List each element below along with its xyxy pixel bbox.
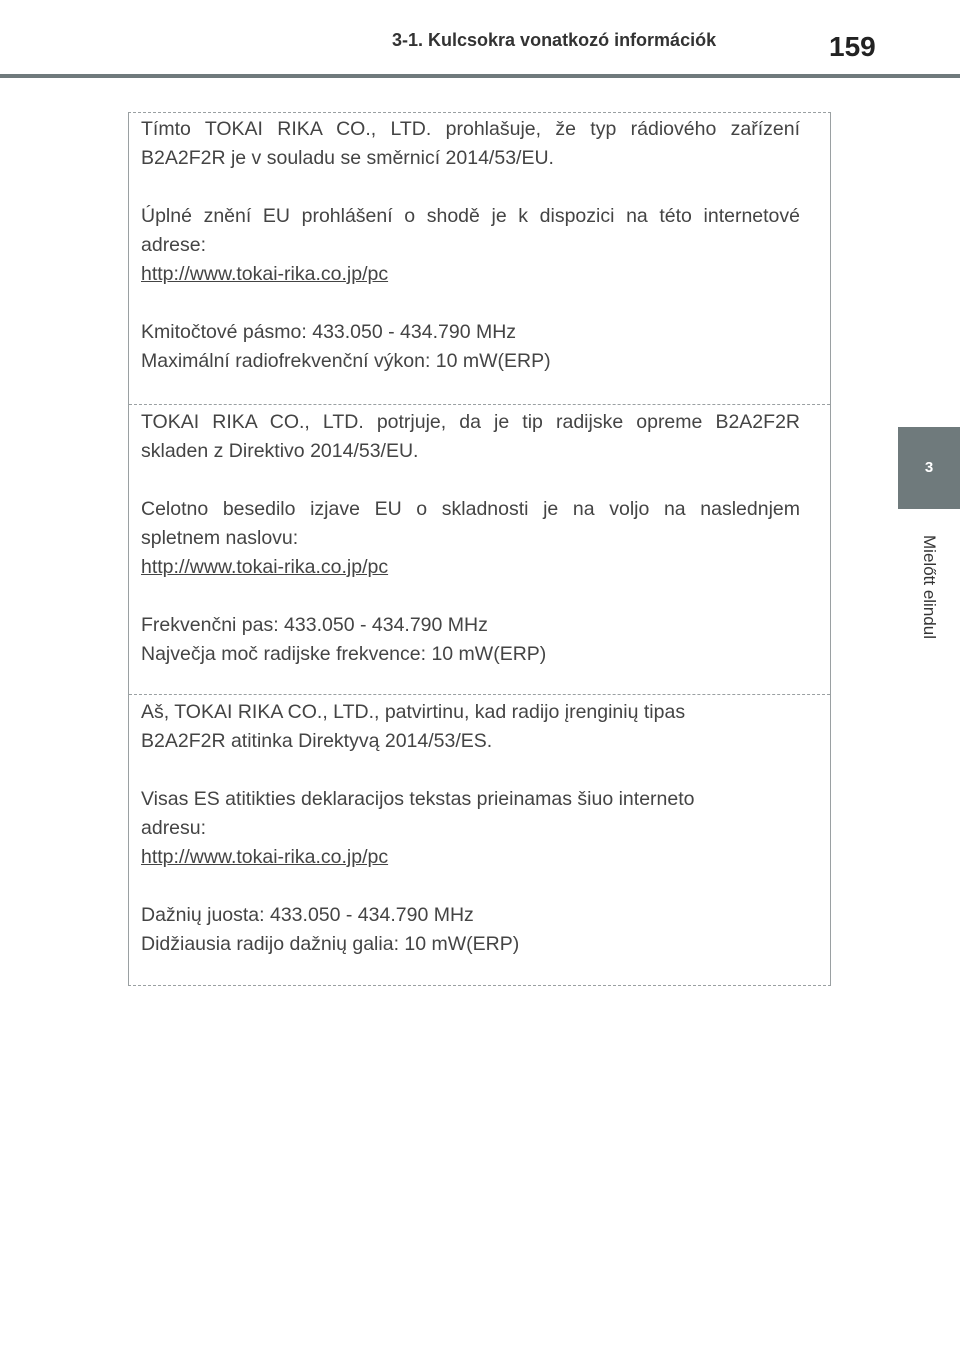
chapter-tab: 3	[898, 427, 960, 509]
section-title: 3-1. Kulcsokra vonatkozó információk	[392, 30, 717, 50]
declaration-czech	[129, 115, 830, 376]
max-power: Največja moč radijske frekvence: 10 mW(ERP)	[141, 643, 547, 665]
frequency-band: Dažnių juosta: 433.050 - 434.790 MHz	[141, 904, 474, 926]
declaration-text: adresu:	[141, 817, 207, 839]
page-number: 159	[829, 31, 876, 62]
declaration-url-link[interactable]: http://www.tokai-rika.co.jp/pc	[141, 846, 389, 868]
declaration-text: adrese:	[141, 234, 207, 256]
frequency-band: Frekvenčni pas: 433.050 - 434.790 MHz	[141, 614, 488, 636]
declaration-text: B2A2F2R atitinka Direktyvą 2014/53/ES.	[141, 730, 493, 752]
declaration-text: Visas ES atitikties deklaracijos tekstas prieinamas šiuo interneto	[141, 788, 695, 810]
declaration-box	[128, 112, 831, 986]
max-power: Maximální radiofrekvenční výkon: 10 mW(ERP)	[141, 350, 551, 372]
chapter-label: Mielőtt elindul	[920, 535, 939, 639]
declaration-text: spletnem naslovu:	[141, 527, 299, 549]
declaration-text: Celotno besedilo izjave EU o skladnosti je na voljo na naslednjem	[141, 498, 800, 520]
declaration-text: Úplné znění EU prohlášení o shodě je k dispozici na této internetové	[141, 205, 800, 227]
header-rule	[0, 74, 960, 78]
declaration-slovenian	[129, 404, 830, 669]
declaration-text: Tímto TOKAI RIKA CO., LTD. prohlašuje, že typ rádiového zařízení	[141, 118, 800, 140]
declaration-text: B2A2F2R je v souladu se směrnicí 2014/53/EU.	[141, 147, 554, 169]
frequency-band: Kmitočtové pásmo: 433.050 - 434.790 MHz	[141, 321, 517, 343]
declaration-text: TOKAI RIKA CO., LTD. potrjuje, da je tip radijske opreme B2A2F2R	[141, 411, 800, 433]
max-power: Didžiausia radijo dažnių galia: 10 mW(ERP)	[141, 933, 520, 955]
declaration-text: skladen z Direktivo 2014/53/EU.	[141, 440, 419, 462]
declaration-url-link[interactable]: http://www.tokai-rika.co.jp/pc	[141, 263, 389, 285]
declaration-text: Aš, TOKAI RIKA CO., LTD., patvirtinu, kad radijo įrenginių tipas	[141, 701, 686, 723]
declaration-lithuanian	[129, 694, 830, 959]
declaration-url-link[interactable]: http://www.tokai-rika.co.jp/pc	[141, 556, 389, 578]
